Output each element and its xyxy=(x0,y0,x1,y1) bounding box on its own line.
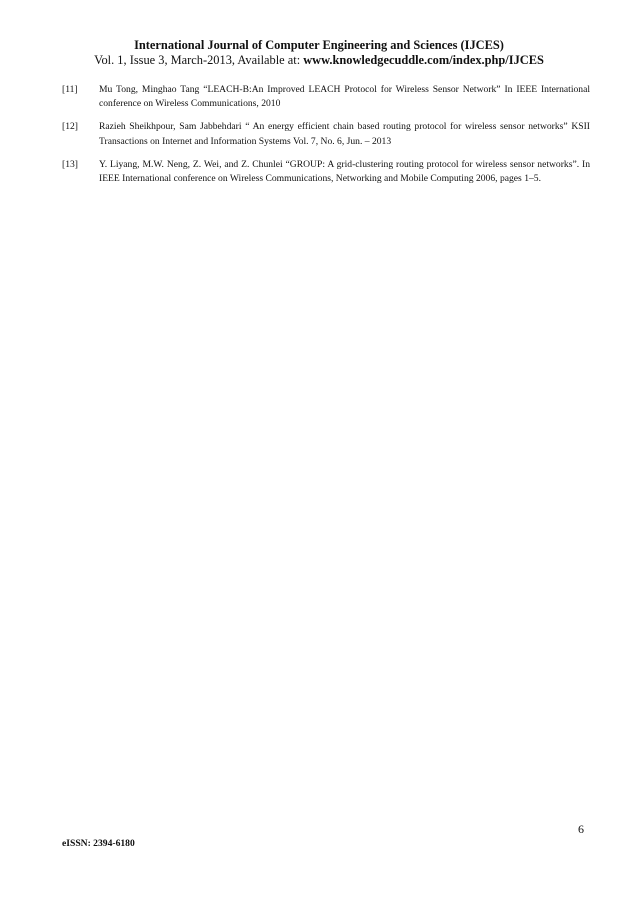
journal-issue-info: Vol. 1, Issue 3, March-2013, Available at: xyxy=(94,53,304,67)
reference-item xyxy=(62,158,590,187)
reference-item xyxy=(62,120,590,149)
reference-text: Mu Tong, Minghao Tang “LEACH-B:An Improved LEACH Protocol for Wireless Sensor Network” In IEEE International conference on Wireless Communications, 2010 xyxy=(99,84,590,110)
reference-number: [12] xyxy=(62,121,78,133)
reference-number: [13] xyxy=(62,158,78,170)
reference-item xyxy=(62,83,590,112)
journal-url: www.knowledgecuddle.com/index.php/IJCES xyxy=(303,53,544,67)
journal-header xyxy=(0,38,638,68)
reference-list xyxy=(62,83,590,195)
journal-issue-line xyxy=(0,53,638,68)
journal-title: International Journal of Computer Engineering and Sciences (IJCES) xyxy=(134,38,504,52)
issn-label: eISSN: 2394-6180 xyxy=(62,838,135,849)
reference-text: Razieh Sheikhpour, Sam Jabbehdari “ An energy efficient chain based routing protocol for wireless sensor networks” KSII Transactions on Internet and Information Systems Vol. 7, No. 6, Jun. – 2013 xyxy=(99,121,590,147)
reference-text: Y. Liyang, M.W. Neng, Z. Wei, and Z. Chunlei “GROUP: A grid-clustering routing protocol for wireless sensor networks”. In IEEE International conference on Wireless Communications, Networking and Mobile Computing 2006, pages 1–5. xyxy=(99,158,590,185)
page-number: 6 xyxy=(578,822,584,836)
reference-number: [11] xyxy=(62,84,78,95)
